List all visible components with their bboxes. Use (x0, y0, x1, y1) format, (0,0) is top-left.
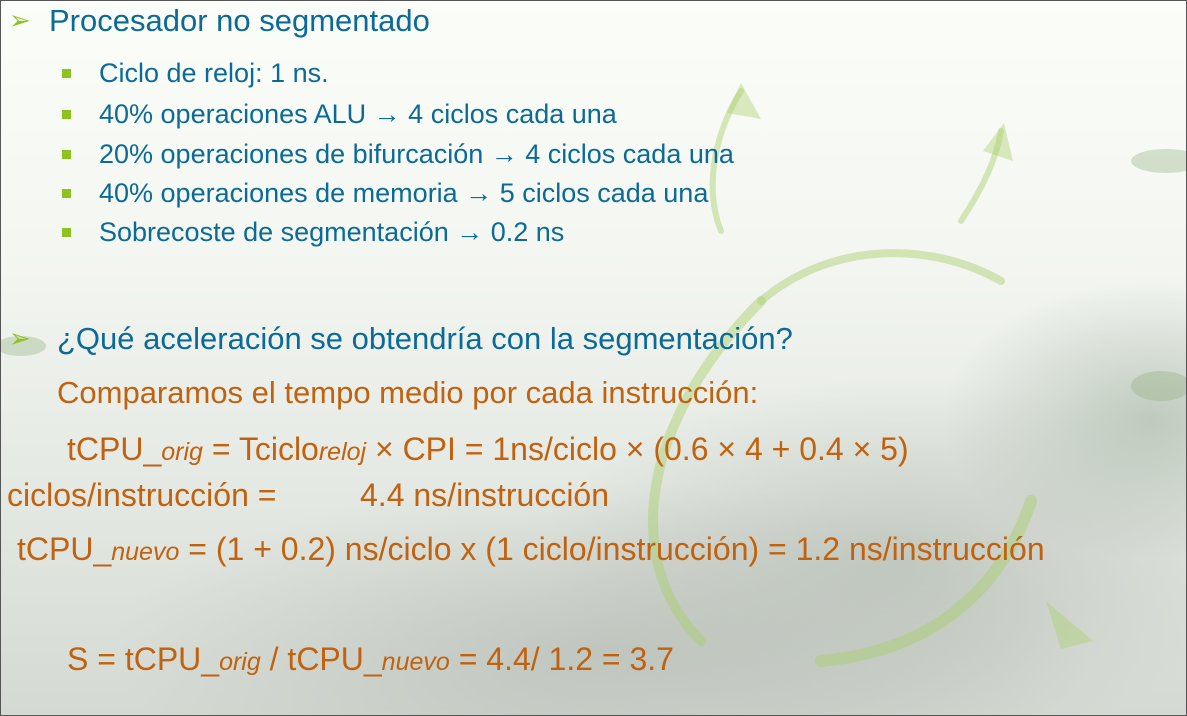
eq2-part: = (1 + 0.2) ns/ciclo x (1 ciclo/instrucción) = 1.2 ns/instrucción (179, 531, 1045, 567)
eq2-subscript: nuevo (111, 538, 180, 566)
equation-tcpu-nuevo (17, 531, 1045, 568)
equation-tcpu-orig-cont-a: ciclos/instrucción = (7, 477, 277, 513)
square-bullet-icon (62, 228, 71, 237)
square-bullet-icon (62, 150, 71, 159)
bullet-item: 20% operaciones de bifurcación → 4 ciclos cada una (99, 139, 734, 169)
bullet-item: 40% operaciones ALU → 4 ciclos cada una (99, 99, 617, 129)
bullet-item: Ciclo de reloj: 1 ns. (99, 58, 329, 88)
square-bullet-icon (62, 189, 71, 198)
bullet-item: Sobrecoste de segmentación → 0.2 ns (99, 217, 565, 247)
eq1-part: × CPI = 1ns/ciclo × (0.6 × 4 + 0.4 × 5) (366, 431, 909, 467)
eq3-part: = 4.4/ 1.2 = 3.7 (449, 641, 674, 677)
eq1-part: = Tciclo (202, 431, 319, 467)
equation-speedup (67, 641, 674, 678)
eq3-part: S = tCPU_ (67, 641, 220, 677)
heading-procesador: Procesador no segmentado (49, 3, 430, 38)
eq2-part: tCPU_ (17, 531, 112, 567)
equation-tcpu-orig (67, 431, 909, 468)
square-bullet-icon (62, 110, 71, 119)
eq3-subscript: nuevo (381, 648, 450, 676)
arrow-bullet-icon: ➢ (9, 5, 31, 35)
eq3-part: / tCPU_ (260, 641, 382, 677)
heading-question: ¿Qué aceleración se obtendría con la segmentación? (57, 321, 793, 356)
arrow-bullet-icon: ➢ (9, 323, 31, 353)
compare-line: Comparamos el tempo medio por cada instrucción: (57, 375, 759, 410)
eq1-subscript: reloj (318, 438, 367, 466)
eq1-subscript: orig (161, 438, 203, 466)
eq3-subscript: orig (219, 648, 261, 676)
square-bullet-icon (62, 69, 71, 78)
equation-tcpu-orig-result: 4.4 ns/instrucción (360, 477, 610, 513)
eq1-part: tCPU_ (67, 431, 162, 467)
bullet-item: 40% operaciones de memoria → 5 ciclos cada una (99, 178, 709, 208)
